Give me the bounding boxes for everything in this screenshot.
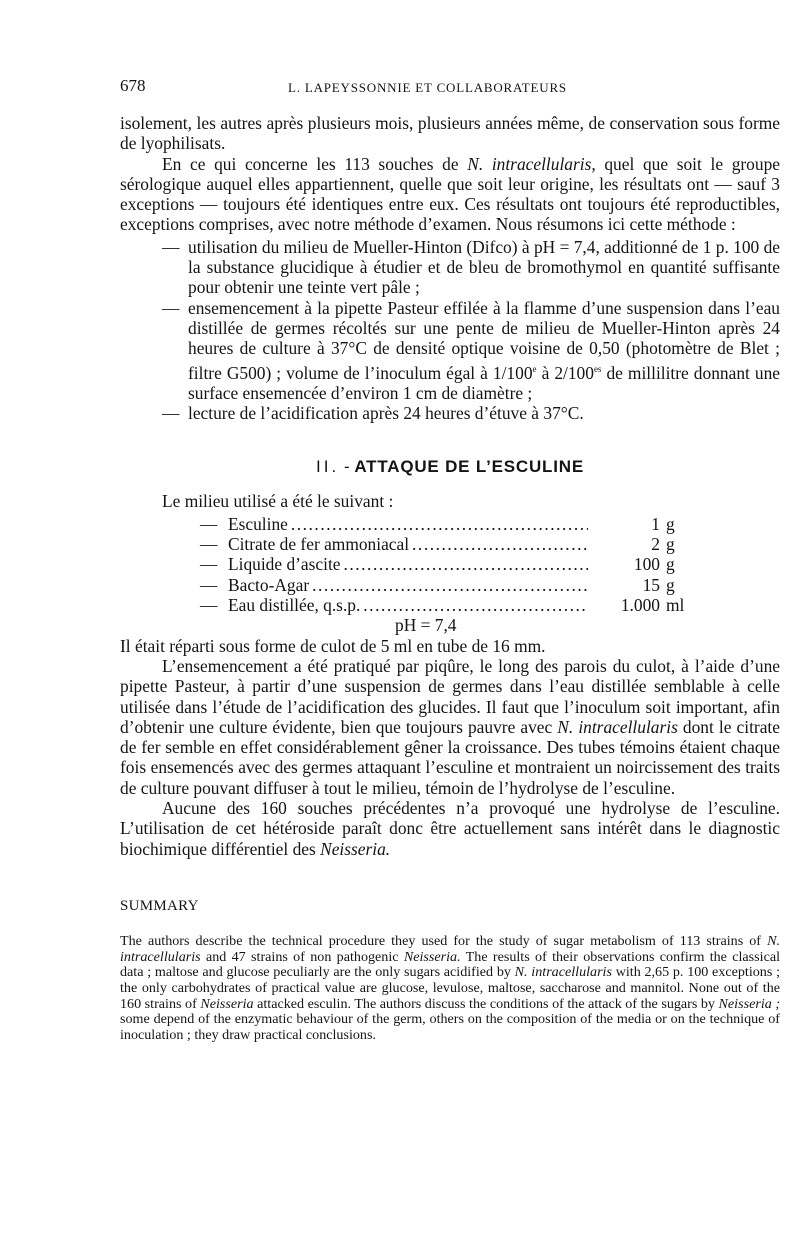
genus-name: Neisseria ;: [718, 995, 781, 1012]
page-header: [120, 76, 780, 100]
method-item-text: ensemencement à la pipette Pasteur effilée à la flamme d’une suspension dans l’eau distillée de germes récoltés sur une pente de milieu de Mueller-Hinton après 24 heures de culture à 37°C de densité optique voisine de 0,50 (photomètre de Blet ; filtre G500) ; volume de l’inoculum égal à 1/100: [188, 297, 780, 383]
paragraph-distribution: Il était réparti sous forme de culot de 5 ml en tube de 16 mm.: [120, 635, 546, 656]
running-title: L. LAPEYSSONNIE ET COLLABORATEURS: [288, 80, 567, 95]
dash-bullet: —: [162, 297, 180, 318]
method-item-text: utilisation du milieu de Mueller-Hinton (Difco) à pH = 7,4, additionné de 1 p. 100 de la substance glucidique à étudier et de bleu de bromothymol en quantité suffisante pour obtenir une teinte vert pâle ;: [188, 236, 780, 298]
method-item-inoculation: [120, 298, 780, 403]
text-run: attacked esculin. The authors discuss the conditions of the attack of the sugars by: [253, 995, 719, 1012]
recipe-dash: —: [200, 595, 218, 616]
ph-value: pH = 7,4: [395, 615, 457, 636]
method-item-text: lecture de l’acidification après 24 heures d’étuve à 37°C.: [188, 402, 584, 423]
dash-bullet: —: [162, 236, 180, 257]
method-item-reading: [120, 403, 780, 423]
recipe-dash: —: [200, 513, 218, 534]
paragraph-continuation: isolement, les autres après plusieurs mois, plusieurs années même, de conservation sous forme de lyophilisats.: [120, 113, 780, 154]
ingredient-quantity: 1: [651, 513, 660, 534]
text-run: with 2,65 p. 100 exceptions ; the only carbohydrates of practical value are glucose, levulose, maltose, saccharose and mannitol. None out of the 160 strains of: [120, 964, 780, 1012]
ingredient-name: Liquide d’ascite . . .: [228, 554, 588, 574]
superscript: e: [532, 363, 537, 374]
genus-name: Neisseria.: [320, 838, 391, 859]
method-item-text: de millilitre donnant une surface ensemencée d’environ 1 cm de diamètre ;: [188, 362, 780, 403]
genus-name: Neisseria: [200, 995, 254, 1012]
ingredient-name: Bacto-Agar . . .: [228, 575, 588, 595]
ingredient-name: Eau distillée, q.s.p. . . .: [228, 595, 588, 615]
ingredient-unit: g: [666, 534, 675, 555]
superscript: es: [593, 363, 602, 374]
ingredient-unit: g: [666, 554, 675, 575]
paragraph-conclusion: [120, 798, 780, 859]
method-item-medium: [120, 237, 780, 298]
ingredient-quantity: 2: [651, 534, 660, 555]
text-run: L’ensemencement a été pratiqué par piqûre, le long des parois du culot, à l’aide d’une pipette Pasteur, à partir d’une suspension de germes dans l’eau distillée semblable à celle utilisée dans l’étude de l’acidification des glucides. Il faut que l’inoculum soit important, afin d’obtenir une culture évidente, bien que toujours pauvre avec: [120, 655, 780, 737]
dash-bullet: —: [162, 402, 180, 423]
ingredient-quantity: 15: [642, 574, 660, 595]
section-separator: -: [339, 457, 355, 477]
recipe-row: [120, 514, 780, 534]
species-name: N. intracellularis: [514, 964, 612, 981]
page-number: 678: [120, 76, 146, 95]
section-number: II.: [316, 457, 340, 477]
species-name: N. intracellularis,: [467, 153, 596, 174]
species-name: N. intracellularis: [120, 933, 780, 965]
ingredient-quantity: 1.000: [620, 595, 660, 616]
ingredient-name: Citrate de fer ammoniacal . . .: [228, 534, 588, 554]
ingredient-unit: ml: [666, 595, 685, 616]
ingredient-unit: g: [666, 513, 675, 534]
paragraph-inoculation: [120, 656, 780, 798]
ingredient-name: Esculine . . .: [228, 514, 588, 534]
section-title: ATTAQUE DE L’ESCULINE: [354, 457, 584, 477]
recipe-row: [120, 595, 780, 615]
recipe-list: [120, 514, 780, 615]
text-run: some depend of the enzymatic behaviour of the germ, others on the composition of the media or on the technique of inoculation ; they draw practical conclusions.: [120, 1011, 780, 1043]
text-run: The authors describe the technical procedure they used for the study of sugar metabolism of 113 strains of: [120, 933, 768, 950]
text-run: Aucune des 160 souches précédentes n’a provoqué une hydrolyse de l’esculine. L’utilisation de cet hétéroside paraît donc être actuellement sans intérêt dans le diagnostic biochimique différentiel des: [120, 798, 780, 859]
paragraph-results: [120, 154, 780, 235]
method-item-text: à 2/100: [536, 362, 594, 383]
recipe-dash: —: [200, 554, 218, 575]
recipe-row: [120, 554, 780, 574]
recipe-row: [120, 534, 780, 554]
text-run: The results of their observations confirm the classical data ; maltose and glucose peculiarly are the only sugars acidified by: [120, 948, 780, 981]
recipe-lead: Le milieu utilisé a été le suivant :: [162, 490, 394, 511]
text-run: quel que soit le groupe sérologique auquel elles appartiennent, quelle que soit leur origine, les résultats ont — sauf 3 exceptions — toujours été identiques entre eux. Ces résultats ont toujours été reproductibles, exceptions comprises, avec notre méthode d’examen. Nous résumons ici cette méthode :: [120, 153, 780, 235]
genus-name: Neisseria.: [403, 948, 461, 965]
recipe-dash: —: [200, 574, 218, 595]
section-heading: [120, 457, 780, 477]
summary-text: [120, 934, 780, 1043]
method-list: [120, 237, 780, 423]
text-run: En ce qui concerne les 113 souches de: [162, 153, 468, 174]
article-body: [120, 113, 780, 1043]
ingredient-quantity: 100: [633, 554, 660, 575]
ingredient-unit: g: [666, 574, 675, 595]
species-name: N. intracellularis: [557, 716, 678, 737]
recipe-row: [120, 575, 780, 595]
summary-heading: SUMMARY: [120, 897, 199, 914]
text-run: dont le citrate de fer semble en effet considérablement gêner la croissance. Des tubes témoins étaient chaque fois ensemencés avec des germes attaquant l’esculine et montraient un noircissement des traits de culture pouvant diffuser à tout le milieu, témoin de l’hydrolyse de l’esculine.: [120, 716, 780, 798]
text-run: and 47 strains of non pathogenic: [200, 948, 404, 965]
recipe-dash: —: [200, 534, 218, 555]
